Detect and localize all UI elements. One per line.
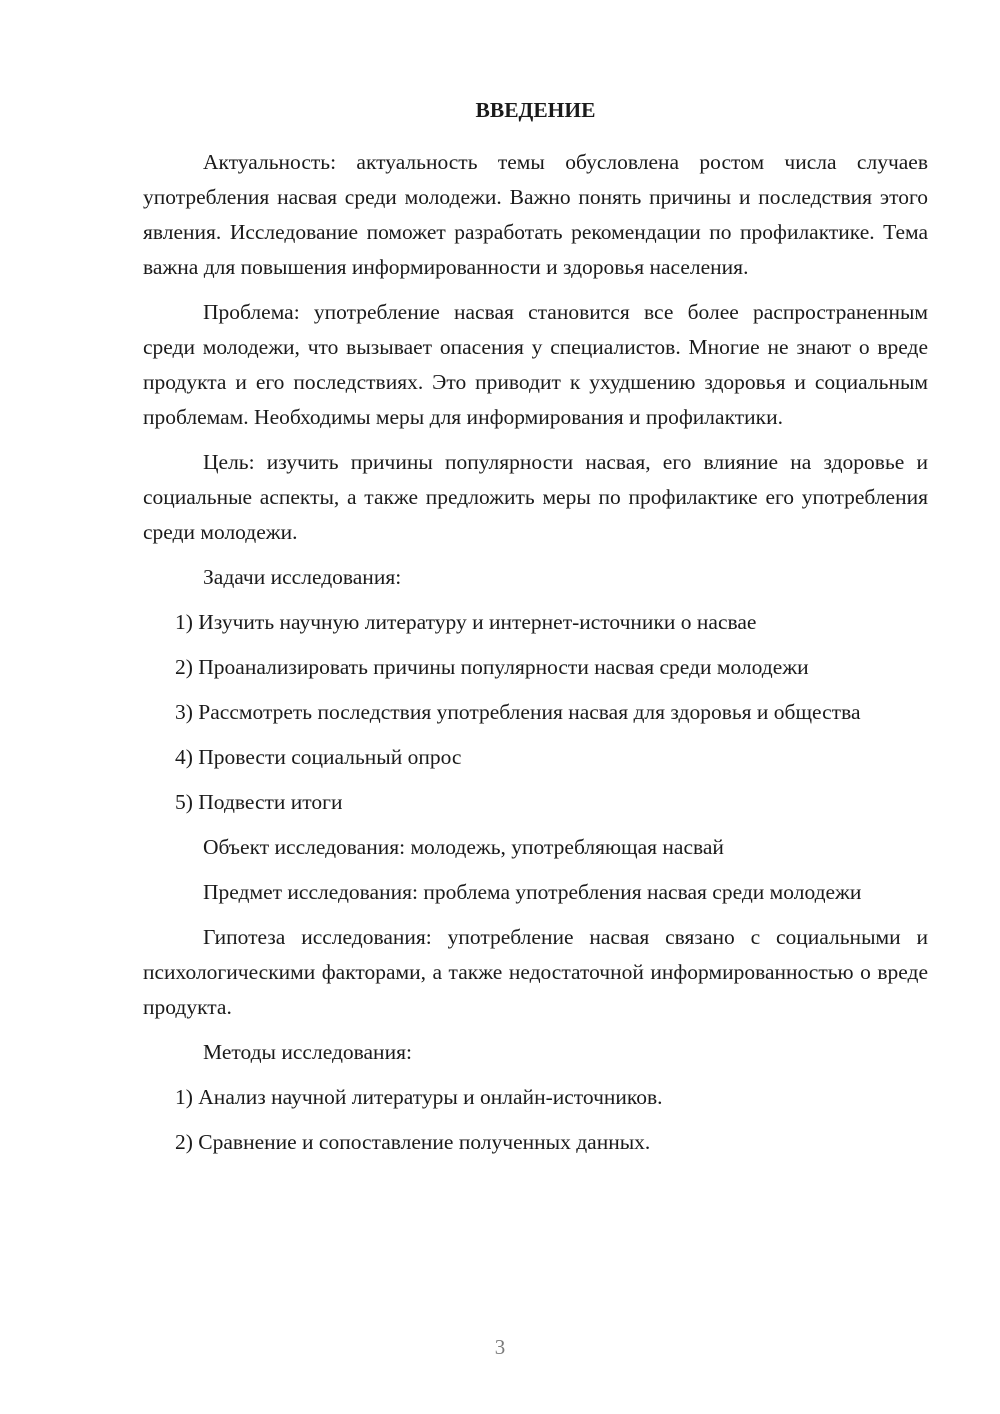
hypothesis-paragraph: Гипотеза исследования: употребление насвая связано с социальными и психологическими факторами, а также недостаточной информированностью о вреде продукта. (143, 925, 928, 1019)
relevance-paragraph: Актуальность: актуальность темы обусловлена ростом числа случаев употребления насвая среди молодежи. Важно понять причины и последствия этого явления. Исследование поможет разработать рекомендации по профилактике. Тема важна для повышения информированности и здоровья населения. (143, 150, 928, 279)
page-number: 3 (494, 1335, 506, 1359)
goal-paragraph: Цель: изучить причины популярности насвая, его влияние на здоровье и социальные аспекты, а также предложить меры по профилактике его употребления среди молодежи. (143, 450, 928, 544)
task-item: 1) Изучить научную литературу и интернет-источники о насвае (175, 610, 757, 634)
page-title: ВВЕДЕНИЕ (475, 98, 596, 122)
task-item: 4) Провести социальный опрос (175, 745, 462, 769)
method-item: 2) Сравнение и сопоставление полученных данных. (175, 1130, 651, 1154)
problem-paragraph: Проблема: употребление насвая становится все более распространенным среди молодежи, что вызывает опасения у специалистов. Многие не знают о вреде продукта и его последствиях. Это приводит к ухудшению здоровья и социальным проблемам. Необходимы меры для информирования и профилактики. (143, 300, 928, 429)
task-item: 3) Рассмотреть последствия употребления насвая для здоровья и общества (175, 700, 861, 724)
document-page (143, 92, 928, 1170)
task-item: 2) Проанализировать причины популярности насвая среди молодежи (175, 655, 809, 679)
tasks-heading: Задачи исследования: (203, 565, 402, 589)
subject-paragraph: Предмет исследования: проблема употребления насвая среди молодежи (203, 880, 862, 904)
methods-heading: Методы исследования: (203, 1040, 412, 1064)
object-paragraph: Объект исследования: молодежь, употребляющая насвай (203, 835, 724, 859)
task-item: 5) Подвести итоги (175, 790, 343, 814)
method-item: 1) Анализ научной литературы и онлайн-источников. (175, 1085, 663, 1109)
